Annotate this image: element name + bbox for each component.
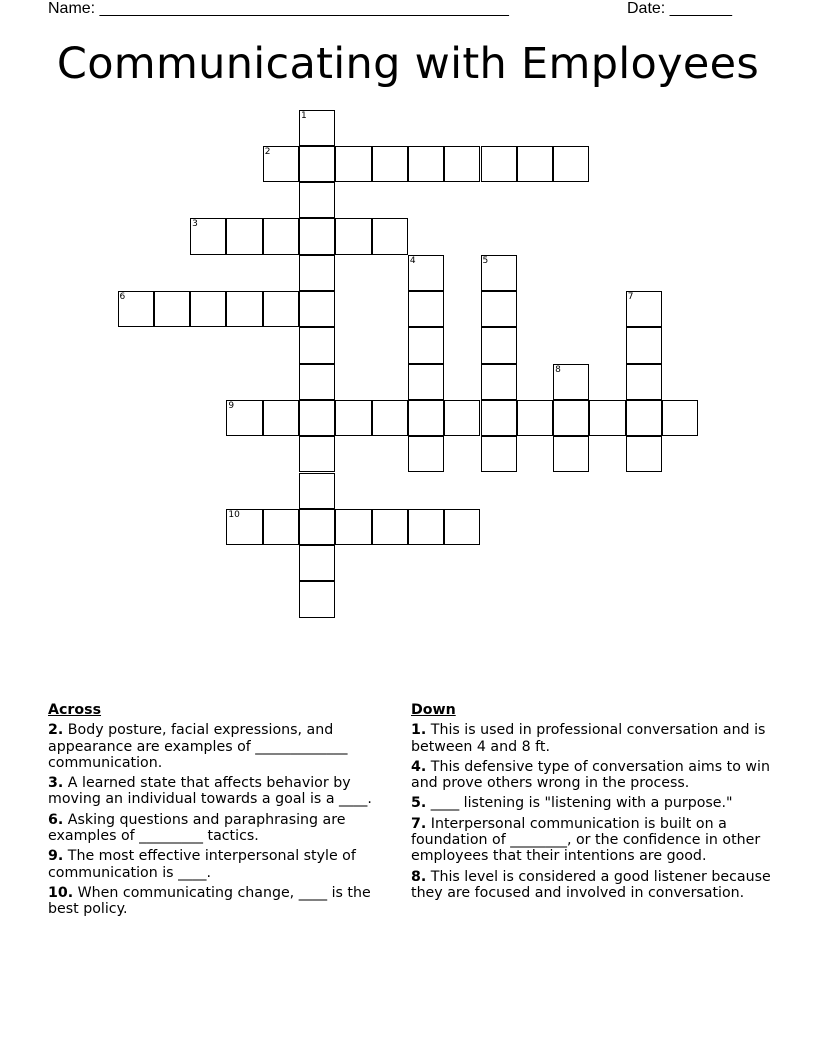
crossword-cell[interactable] [335,400,371,436]
down-heading: Down [411,702,456,718]
cell-number: 2 [264,146,271,157]
across-clue [48,812,393,845]
cell-number: 1 [301,110,307,121]
across-clue [48,885,393,918]
crossword-cell[interactable] [299,473,335,509]
crossword-cell[interactable] [589,400,625,436]
cell-number: 4 [409,255,416,266]
crossword-cell[interactable] [408,436,444,472]
crossword-cell[interactable] [553,146,589,182]
crossword-cell[interactable] [444,146,480,182]
crossword-cell[interactable] [408,327,444,363]
down-clue [411,795,773,811]
clue-number: 7. [411,815,427,832]
crossword-cell[interactable] [372,509,408,545]
crossword-cell[interactable] [553,436,589,472]
cell-number: 9 [228,400,235,411]
clue-text: ____ listening is "listening with a purpose." [430,795,733,812]
clue-text: A learned state that affects behavior by moving an individual towards a goal is a ____. [48,775,372,808]
date-field[interactable]: Date: _______ [627,0,732,17]
crossword-cell[interactable] [226,509,262,545]
name-field[interactable]: Name: ______________________________________________ [48,0,509,17]
across-clues [48,702,393,922]
crossword-cell[interactable] [226,291,262,327]
crossword-cell[interactable] [263,400,299,436]
down-clue [411,869,773,902]
crossword-cell[interactable] [481,327,517,363]
clue-number: 3. [48,775,64,792]
crossword-cell[interactable] [335,509,371,545]
crossword-cell[interactable] [299,581,335,617]
cell-number: 5 [482,255,489,266]
cell-number: 6 [119,292,126,302]
cell-number: 8 [555,364,561,375]
clue-text: This level is considered a good listener because they are focused and involved in conversation. [411,868,771,901]
crossword-cell[interactable] [372,218,408,254]
cell-number: 10 [228,509,240,520]
crossword-cell[interactable] [335,146,371,182]
crossword-cell[interactable] [190,291,226,327]
crossword-cell[interactable] [190,218,226,254]
clue-number: 5. [411,795,427,812]
crossword-cell[interactable] [299,509,335,545]
down-clue [411,759,773,792]
crossword-cell[interactable] [118,291,154,327]
crossword-cell[interactable] [335,218,371,254]
crossword-cell[interactable] [263,218,299,254]
crossword-cell[interactable] [626,327,662,363]
crossword-cell[interactable] [408,146,444,182]
down-clue [411,722,773,755]
crossword-cell[interactable] [299,255,335,291]
crossword-cell[interactable] [299,545,335,581]
crossword-cell[interactable] [299,110,335,146]
crossword-cell[interactable] [226,400,262,436]
crossword-cell[interactable] [517,400,553,436]
crossword-cell[interactable] [154,291,190,327]
clue-number: 10. [48,884,74,901]
crossword-cell[interactable] [299,364,335,400]
crossword-cell[interactable] [626,364,662,400]
down-clue [411,816,773,865]
down-clues [411,702,773,905]
crossword-cell[interactable] [517,146,553,182]
clue-number: 8. [411,868,427,885]
clue-text: Asking questions and paraphrasing are examples of _________ tactics. [48,811,346,845]
crossword-cell[interactable] [481,146,517,182]
across-clue [48,722,393,771]
crossword-cell[interactable] [263,291,299,327]
crossword-cell[interactable] [481,291,517,327]
crossword-cell[interactable] [444,509,480,545]
clue-text: The most effective interpersonal style of communication is ____. [48,848,356,881]
crossword-cell[interactable] [553,400,589,436]
crossword-cell[interactable] [408,509,444,545]
clue-number: 6. [48,811,64,828]
crossword-cell[interactable] [408,255,444,291]
crossword-cell[interactable] [299,182,335,218]
crossword-cell[interactable] [372,400,408,436]
across-heading: Across [48,702,102,718]
clue-text: This is used in professional conversation and is between 4 and 8 ft. [411,722,766,755]
crossword-cell[interactable] [444,400,480,436]
clue-text: This defensive type of conversation aims to win and prove others wrong in the process. [411,758,770,792]
crossword-cell[interactable] [226,218,262,254]
crossword-cell[interactable] [299,327,335,363]
crossword-cell[interactable] [408,400,444,436]
clue-text: Body posture, facial expressions, and appearance are examples of _____________ communication. [48,722,348,771]
crossword-cell[interactable] [481,436,517,472]
crossword-cell[interactable] [299,146,335,182]
crossword-cell[interactable] [626,436,662,472]
clue-number: 9. [48,848,64,865]
crossword-cell[interactable] [408,364,444,400]
crossword-cell[interactable] [299,400,335,436]
crossword-cell[interactable] [408,291,444,327]
crossword-cell[interactable] [481,400,517,436]
across-clue [48,775,393,808]
cell-number: 7 [627,292,634,302]
clue-number: 1. [411,722,427,739]
clue-text: Interpersonal communication is built on a foundation of ________, or the confidence in other employees that their intentions are good. [411,815,761,865]
crossword-cell[interactable] [553,364,589,400]
clue-number: 2. [48,722,64,739]
crossword-cell[interactable] [299,218,335,254]
clue-number: 4. [411,758,427,775]
clue-text: When communicating change, ____ is the best policy. [48,884,371,918]
crossword-cell[interactable] [299,436,335,472]
crossword-cell[interactable] [372,146,408,182]
crossword-cell[interactable] [626,400,662,436]
crossword-cell[interactable] [481,255,517,291]
crossword-cell[interactable] [263,146,299,182]
crossword-cell[interactable] [481,364,517,400]
across-clue [48,848,393,881]
cell-number: 3 [192,219,198,230]
crossword-cell[interactable] [263,509,299,545]
crossword-cell[interactable] [626,291,662,327]
crossword-cell[interactable] [662,400,698,436]
page-title: Communicating with Employees [56,39,760,89]
crossword-cell[interactable] [299,291,335,327]
